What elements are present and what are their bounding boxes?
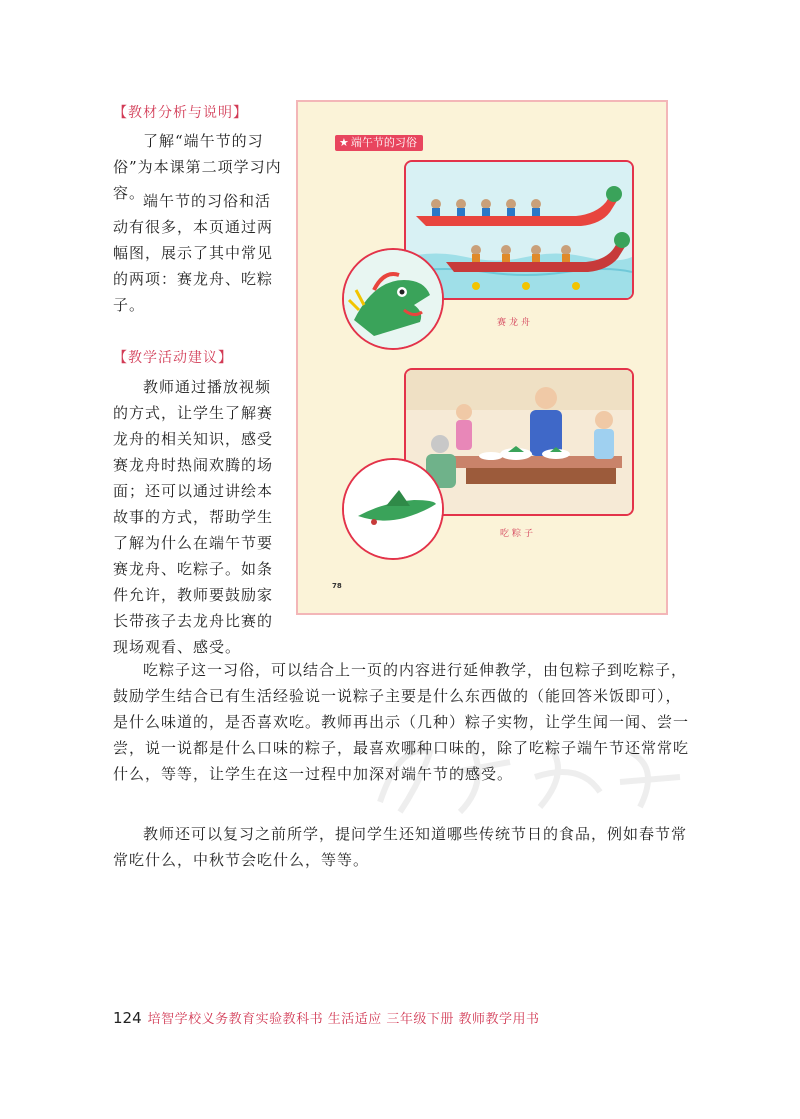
- eating-zongzi-caption: 吃粽子: [500, 529, 537, 539]
- body-paragraph-1: 吃粽子这一习俗，可以结合上一页的内容进行延伸教学，由包粽子到吃粽子，鼓励学生结合已有生活经验说一说粽子主要是什么东西做的（能回答米饭即可），是什么味道的，是否喜欢吃。教师再出示（几种）粽子实物，让学生闻一闻、尝一尝，说一说都是什么口味的粽子，最喜欢哪种口味的，除了吃粽子端午节还常常吃什么，等等，让学生在这一过程中加深对端午节的感受。: [113, 661, 690, 783]
- dragon-boat-caption: 赛龙舟: [497, 318, 534, 328]
- analysis-paragraph-2: 端午节的习俗和活动有很多，本页通过两幅图，展示了其中常见的两项：赛龙舟、吃粽子。: [113, 192, 274, 314]
- lesson-tag-label: 端午节的习俗: [350, 136, 417, 149]
- lesson-tag: [335, 135, 423, 151]
- dragon-head-closeup: [342, 248, 444, 350]
- analysis-paragraph-1: 了解“端午节的习俗”为本课第二项学习内容。: [113, 132, 282, 202]
- activity-heading: 【教学活动建议】: [113, 350, 233, 366]
- zongzi-closeup: [342, 458, 444, 560]
- body-paragraph-2: 教师还可以复习之前所学，提问学生还知道哪些传统节日的食品，例如春节常常吃什么，中秋节会吃什么，等等。: [113, 825, 688, 869]
- activity-paragraph-1: 教师通过播放视频的方式，让学生了解赛龙舟的相关知识，感受赛龙舟时热闹欢腾的场面；还可以通过讲绘本故事的方式，帮助学生了解为什么在端午节要赛龙舟、吃粽子。如条件允许，教师要鼓励家长带孩子去龙舟比赛的现场观看、感受。: [113, 378, 274, 656]
- analysis-heading: 【教材分析与说明】: [113, 105, 248, 121]
- page-footer: [113, 1008, 540, 1027]
- textbook-page-number: 78: [332, 582, 342, 590]
- footer-page-number: 124: [113, 1009, 142, 1027]
- textbook-page-thumbnail: [296, 100, 668, 615]
- star-icon: ★: [339, 136, 349, 149]
- footer-book-title: 培智学校义务教育实验教科书 生活适应 三年级下册 教师教学用书: [147, 1012, 540, 1027]
